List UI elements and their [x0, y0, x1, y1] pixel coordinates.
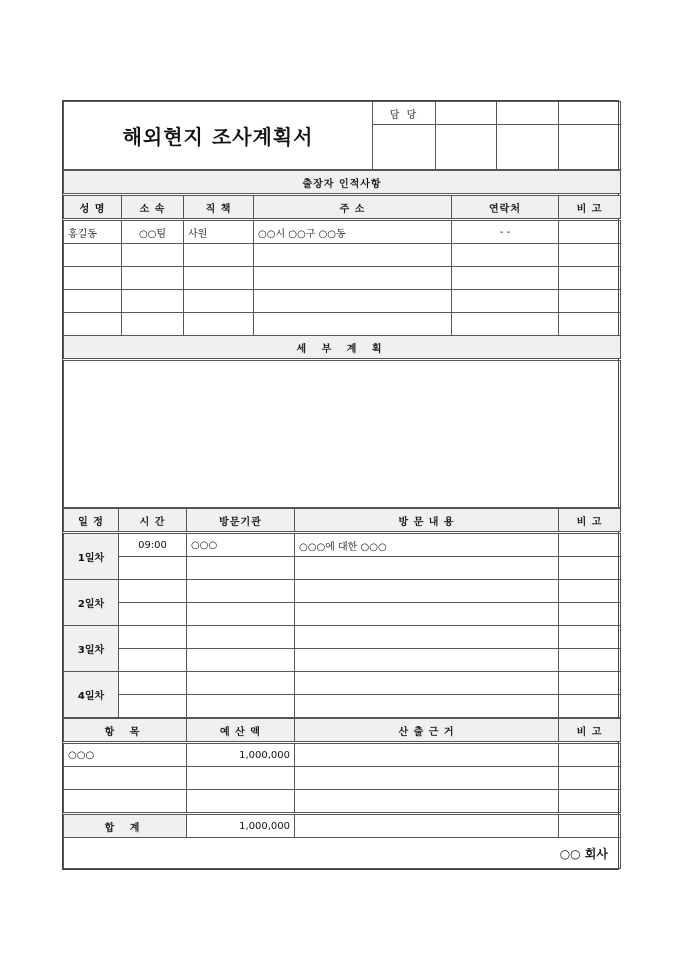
- table-row: [64, 695, 621, 718]
- empty-cell[interactable]: [187, 649, 295, 672]
- title-table: [63, 101, 621, 170]
- table-row: [64, 580, 621, 603]
- plan-section-title: 세 부 계 획: [64, 336, 621, 360]
- empty-cell[interactable]: [559, 290, 621, 313]
- empty-cell[interactable]: [187, 557, 295, 580]
- empty-cell[interactable]: [187, 603, 295, 626]
- approval-cell: [497, 102, 559, 125]
- empty-cell[interactable]: [64, 244, 122, 267]
- approval-cell: [559, 102, 621, 125]
- table-row: [64, 267, 621, 290]
- empty-cell[interactable]: [295, 603, 559, 626]
- header-dept: 소 속: [122, 195, 184, 220]
- header-content: 방 문 내 용: [295, 509, 559, 533]
- empty-cell[interactable]: [187, 672, 295, 695]
- traveler-dept[interactable]: ○○팀: [122, 220, 184, 244]
- table-row: [64, 313, 621, 336]
- detail-plan-area[interactable]: [64, 360, 621, 508]
- empty-cell[interactable]: [559, 313, 621, 336]
- traveler-name[interactable]: 홍길동: [64, 220, 122, 244]
- empty-cell[interactable]: [64, 767, 187, 790]
- empty-cell[interactable]: [119, 580, 187, 603]
- table-row: [64, 649, 621, 672]
- total-label: 합 계: [64, 814, 187, 838]
- empty-cell[interactable]: [254, 313, 452, 336]
- empty-cell[interactable]: [452, 290, 559, 313]
- empty-cell[interactable]: [119, 695, 187, 718]
- approval-sign-cell[interactable]: [559, 125, 621, 170]
- empty-cell[interactable]: [64, 267, 122, 290]
- empty-cell[interactable]: [559, 557, 621, 580]
- budget-table: [63, 718, 621, 869]
- budget-note[interactable]: [559, 743, 621, 767]
- empty-cell[interactable]: [122, 313, 184, 336]
- empty-cell[interactable]: [119, 557, 187, 580]
- empty-cell[interactable]: [559, 695, 621, 718]
- empty-cell[interactable]: [559, 814, 621, 838]
- empty-cell[interactable]: [64, 790, 187, 814]
- empty-cell[interactable]: [187, 790, 295, 814]
- empty-cell[interactable]: [295, 790, 559, 814]
- empty-cell[interactable]: [119, 649, 187, 672]
- header-item: 항 목: [64, 719, 187, 743]
- traveler-position[interactable]: 사원: [184, 220, 254, 244]
- empty-cell[interactable]: [295, 580, 559, 603]
- empty-cell[interactable]: [119, 603, 187, 626]
- empty-cell[interactable]: [64, 313, 122, 336]
- day-label: 1일차: [64, 533, 119, 580]
- budget-item[interactable]: ○○○: [64, 743, 187, 767]
- table-row: [64, 533, 621, 557]
- table-row: [64, 220, 621, 244]
- traveler-section-title: 출장자 인적사항: [64, 171, 621, 195]
- empty-cell[interactable]: [119, 672, 187, 695]
- table-row: [64, 244, 621, 267]
- empty-cell[interactable]: [187, 767, 295, 790]
- traveler-contact[interactable]: - -: [452, 220, 559, 244]
- table-row: [64, 626, 621, 649]
- empty-cell[interactable]: [184, 267, 254, 290]
- empty-cell[interactable]: [559, 790, 621, 814]
- header-contact: 연락처: [452, 195, 559, 220]
- empty-cell[interactable]: [122, 290, 184, 313]
- empty-cell[interactable]: [295, 767, 559, 790]
- total-row: [64, 814, 621, 838]
- header-position: 직 책: [184, 195, 254, 220]
- empty-cell[interactable]: [187, 695, 295, 718]
- empty-cell[interactable]: [295, 557, 559, 580]
- empty-cell[interactable]: [452, 267, 559, 290]
- day-label: 4일차: [64, 672, 119, 718]
- header-time: 시 간: [119, 509, 187, 533]
- header-note: 비 고: [559, 719, 621, 743]
- schedule-time[interactable]: 09:00: [119, 533, 187, 557]
- header-note: 비 고: [559, 509, 621, 533]
- empty-cell[interactable]: [254, 290, 452, 313]
- empty-cell[interactable]: [295, 672, 559, 695]
- empty-cell[interactable]: [119, 626, 187, 649]
- empty-cell[interactable]: [452, 244, 559, 267]
- empty-cell[interactable]: [559, 267, 621, 290]
- empty-cell[interactable]: [187, 580, 295, 603]
- empty-cell[interactable]: [184, 244, 254, 267]
- empty-cell[interactable]: [122, 244, 184, 267]
- table-row: [64, 767, 621, 790]
- header-name: 성 명: [64, 195, 122, 220]
- total-amount[interactable]: 1,000,000: [187, 814, 295, 838]
- empty-cell[interactable]: [184, 313, 254, 336]
- empty-cell[interactable]: [295, 814, 559, 838]
- traveler-address[interactable]: ○○시 ○○구 ○○동: [254, 220, 452, 244]
- table-row: [64, 743, 621, 767]
- empty-cell[interactable]: [452, 313, 559, 336]
- empty-cell[interactable]: [122, 267, 184, 290]
- table-row: [64, 290, 621, 313]
- empty-cell[interactable]: [254, 244, 452, 267]
- empty-cell[interactable]: [64, 290, 122, 313]
- document-title: 해외현지 조사계획서: [64, 102, 373, 170]
- header-basis: 산 출 근 거: [295, 719, 559, 743]
- table-row: [64, 790, 621, 814]
- table-row: [64, 672, 621, 695]
- day-label: 2일차: [64, 580, 119, 626]
- schedule-table: [63, 508, 621, 718]
- empty-cell[interactable]: [184, 290, 254, 313]
- approval-sign-cell[interactable]: [497, 125, 559, 170]
- empty-cell[interactable]: [295, 695, 559, 718]
- header-amount: 예 산 액: [187, 719, 295, 743]
- header-day: 일 정: [64, 509, 119, 533]
- schedule-note[interactable]: [559, 533, 621, 557]
- empty-cell[interactable]: [559, 603, 621, 626]
- empty-cell[interactable]: [559, 649, 621, 672]
- empty-cell[interactable]: [254, 267, 452, 290]
- schedule-content[interactable]: ○○○에 대한 ○○○: [295, 533, 559, 557]
- table-row: [64, 603, 621, 626]
- empty-cell[interactable]: [295, 649, 559, 672]
- empty-cell[interactable]: [187, 626, 295, 649]
- empty-cell[interactable]: [559, 244, 621, 267]
- empty-cell[interactable]: [295, 626, 559, 649]
- traveler-note[interactable]: [559, 220, 621, 244]
- empty-cell[interactable]: [559, 626, 621, 649]
- traveler-table: [63, 170, 621, 508]
- day-label: 3일차: [64, 626, 119, 672]
- approval-sign-cell[interactable]: [373, 125, 436, 170]
- approval-sign-cell[interactable]: [436, 125, 497, 170]
- empty-cell[interactable]: [559, 767, 621, 790]
- empty-cell[interactable]: [559, 580, 621, 603]
- approval-label: 담 당: [373, 102, 436, 125]
- header-org: 방문기관: [187, 509, 295, 533]
- schedule-org[interactable]: ○○○: [187, 533, 295, 557]
- company-name: ○○ 회사: [64, 838, 621, 869]
- budget-basis[interactable]: [295, 743, 559, 767]
- survey-plan-form: [62, 100, 619, 870]
- approval-cell: [436, 102, 497, 125]
- header-address: 주 소: [254, 195, 452, 220]
- table-row: [64, 557, 621, 580]
- budget-amount[interactable]: 1,000,000: [187, 743, 295, 767]
- empty-cell[interactable]: [559, 672, 621, 695]
- header-note: 비 고: [559, 195, 621, 220]
